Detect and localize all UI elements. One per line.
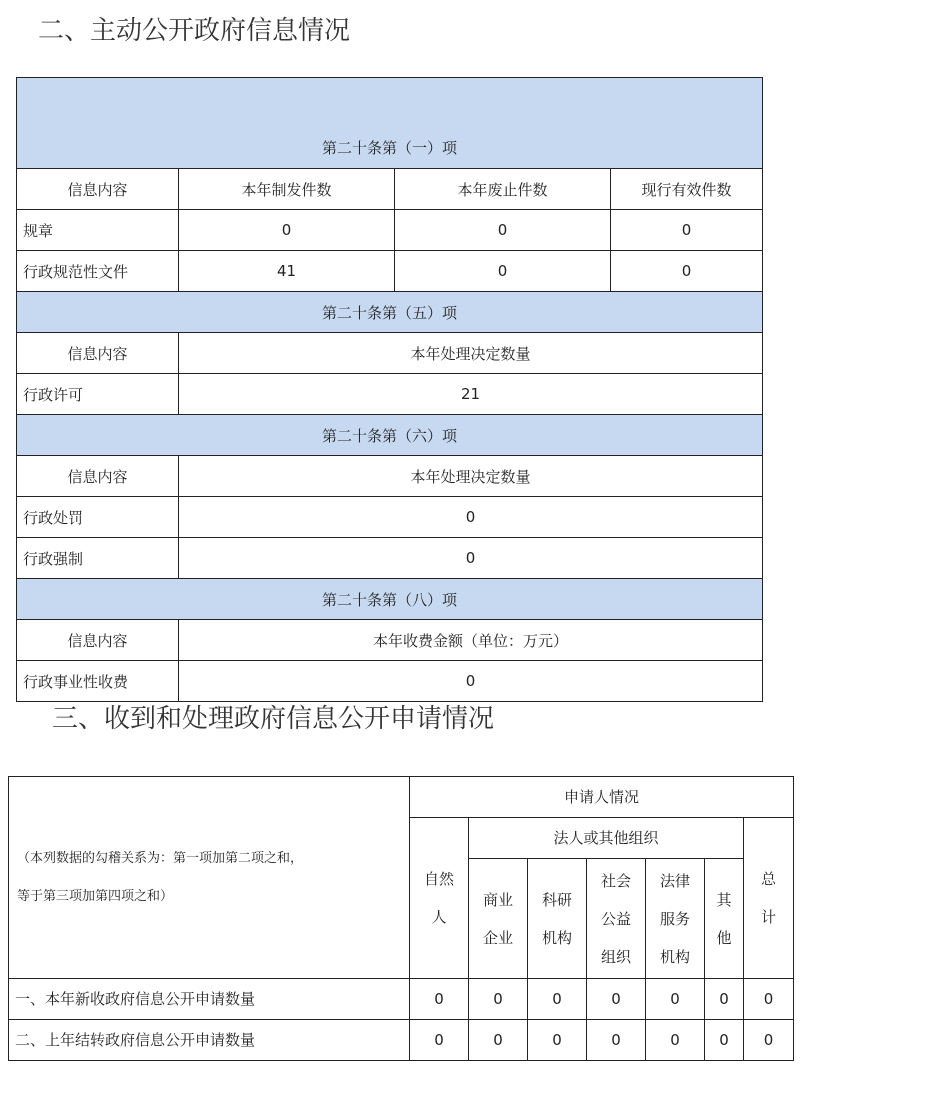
table-row <box>17 538 763 579</box>
social-welfare-header: 社会 公益 组织 <box>587 859 646 979</box>
cell-value: 0 <box>646 1020 705 1061</box>
head-content: 信息内容 <box>17 620 179 661</box>
cell-value: 0 <box>646 979 705 1020</box>
research-header: 科研 机构 <box>528 859 587 979</box>
applicant-header: 申请人情况 <box>410 777 794 818</box>
table-row <box>17 251 763 292</box>
fee-value: 0 <box>179 661 763 702</box>
table-row <box>17 374 763 415</box>
head-issued: 本年制发件数 <box>179 169 395 210</box>
issued-value: 0 <box>179 210 395 251</box>
cell-value: 0 <box>410 1020 469 1061</box>
head-decisions: 本年处理决定数量 <box>179 333 763 374</box>
law-service-header: 法律 服务 机构 <box>646 859 705 979</box>
cell-value: 0 <box>744 1020 794 1061</box>
cell-value: 0 <box>528 979 587 1020</box>
band-item-1: 第二十条第（一）项 <box>17 78 763 169</box>
head-abolished: 本年废止件数 <box>395 169 611 210</box>
permit-value: 21 <box>179 374 763 415</box>
cell-value: 0 <box>705 979 744 1020</box>
natural-person-header: 自然 人 <box>410 818 469 979</box>
table-row <box>9 979 794 1020</box>
head-fee: 本年收费金额（单位：万元） <box>179 620 763 661</box>
head-content: 信息内容 <box>17 456 179 497</box>
table-row <box>17 210 763 251</box>
abolished-value: 0 <box>395 210 611 251</box>
row-label: 行政规范性文件 <box>17 251 179 292</box>
enforce-value: 0 <box>179 538 763 579</box>
row-label: 规章 <box>17 210 179 251</box>
total-header: 总 计 <box>744 818 794 979</box>
row-label: 一、本年新收政府信息公开申请数量 <box>9 979 410 1020</box>
commercial-header: 商业 企业 <box>469 859 528 979</box>
valid-value: 0 <box>611 210 763 251</box>
cell-value: 0 <box>744 979 794 1020</box>
head-content: 信息内容 <box>17 169 179 210</box>
table-row <box>17 497 763 538</box>
band-item-8: 第二十条第（八）项 <box>17 579 763 620</box>
table-row <box>9 1020 794 1061</box>
proactive-disclosure-table <box>16 77 763 702</box>
section2-title: 二、主动公开政府信息情况 <box>38 16 351 46</box>
row-label: 行政强制 <box>17 538 179 579</box>
note-line: （本列数据的勾稽关系为：第一项加第二项之和， <box>17 850 304 866</box>
cell-value: 0 <box>528 1020 587 1061</box>
abolished-value: 0 <box>395 251 611 292</box>
cell-value: 0 <box>705 1020 744 1061</box>
row-label: 行政处罚 <box>17 497 179 538</box>
cell-value: 0 <box>410 979 469 1020</box>
band-item-5: 第二十条第（五）项 <box>17 292 763 333</box>
row-label: 行政事业性收费 <box>17 661 179 702</box>
row-label: 行政许可 <box>17 374 179 415</box>
penalty-value: 0 <box>179 497 763 538</box>
cell-value: 0 <box>587 979 646 1020</box>
other-header: 其 他 <box>705 859 744 979</box>
legal-entity-header: 法人或其他组织 <box>469 818 744 859</box>
head-decisions: 本年处理决定数量 <box>179 456 763 497</box>
valid-value: 0 <box>611 251 763 292</box>
note-line: 等于第三项加第四项之和） <box>17 888 174 904</box>
section3-title: 三、收到和处理政府信息公开申请情况 <box>52 704 495 734</box>
cell-value: 0 <box>469 1020 528 1061</box>
cell-value: 0 <box>469 979 528 1020</box>
issued-value: 41 <box>179 251 395 292</box>
note-cell <box>9 777 410 979</box>
head-content: 信息内容 <box>17 333 179 374</box>
cell-value: 0 <box>587 1020 646 1061</box>
application-table <box>8 776 794 1061</box>
band-item-6: 第二十条第（六）项 <box>17 415 763 456</box>
row-label: 二、上年结转政府信息公开申请数量 <box>9 1020 410 1061</box>
table-row <box>17 661 763 702</box>
head-valid: 现行有效件数 <box>611 169 763 210</box>
